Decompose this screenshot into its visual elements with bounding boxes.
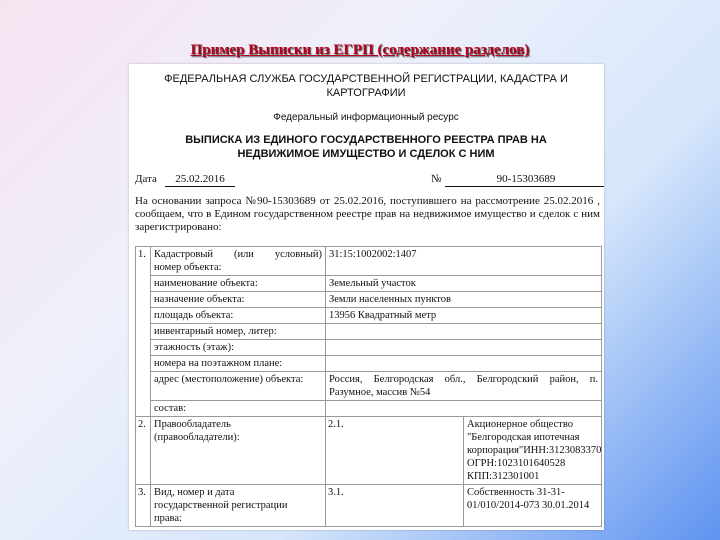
number-label: №: [431, 173, 442, 185]
subsection-number: 3.1.: [326, 485, 464, 527]
table-row: [136, 308, 602, 324]
subsection-number: 2.1.: [326, 417, 464, 485]
number-value: 90-15303689: [445, 173, 604, 187]
field-value: Россия, Белгородская обл., Белгородский район, п. Разумное, массив №54: [326, 372, 602, 401]
field-label: этажность (этаж):: [151, 340, 326, 356]
field-value: [326, 401, 602, 417]
field-label: наименование объекта:: [151, 276, 326, 292]
field-value: Собственность 31-31-01/010/2014-073 30.01.2014: [464, 485, 602, 527]
table-row: [136, 372, 602, 401]
field-value: Земли населенных пунктов: [326, 292, 602, 308]
document-scan: [129, 64, 604, 530]
section-number: 1.: [136, 247, 151, 417]
field-label: инвентарный номер, литер:: [151, 324, 326, 340]
field-label: назначение объекта:: [151, 292, 326, 308]
slide-title: Пример Выписки из ЕГРП (содержание разделов): [190, 42, 530, 58]
table-row: [136, 485, 602, 527]
section-number: 3.: [136, 485, 151, 527]
field-value: 31:15:1002002:1407: [326, 247, 602, 276]
field-value: Земельный участок: [326, 276, 602, 292]
field-value: 13956 Квадратный метр: [326, 308, 602, 324]
table-row: [136, 292, 602, 308]
table-row: [136, 417, 602, 485]
table-row: [136, 401, 602, 417]
date-value: 25.02.2016: [165, 173, 235, 187]
field-label: адрес (местоположение) объекта:: [151, 372, 326, 401]
extract-table: [135, 246, 602, 527]
section-number: 2.: [136, 417, 151, 485]
field-value: [326, 340, 602, 356]
field-label: номера на поэтажном плане:: [151, 356, 326, 372]
field-label: состав:: [151, 401, 326, 417]
field-value: [326, 324, 602, 340]
document-heading: ВЫПИСКА ИЗ ЕДИНОГО ГОСУДАРСТВЕННОГО РЕЕСТРА ПРАВ НА НЕДВИЖИМОЕ ИМУЩЕСТВО И СДЕЛОК С НИМ: [185, 134, 547, 160]
field-label: Кадастровый (или условный) номер объекта:: [151, 247, 326, 276]
field-label: Правообладатель (правообладатели):: [151, 417, 326, 485]
agency-name: ФЕДЕРАЛЬНАЯ СЛУЖБА ГОСУДАРСТВЕННОЙ РЕГИСТРАЦИИ, КАДАСТРА И КАРТОГРАФИИ: [164, 73, 568, 99]
field-value: Акционерное общество "Белгородская ипотечная корпорация" ИНН:3123083370 ОГРН:1023101640528 КПП:312301001: [464, 417, 602, 485]
table-row: [136, 340, 602, 356]
field-label: Вид, номер и дата государственной регистрации права:: [151, 485, 326, 527]
table-row: [136, 276, 602, 292]
table-row: [136, 247, 602, 276]
field-label: площадь объекта:: [151, 308, 326, 324]
date-number-row: [135, 173, 600, 189]
resource-label: Федеральный информационный ресурс: [273, 112, 459, 123]
table-row: [136, 324, 602, 340]
intro-paragraph: На основании запроса №90-15303689 от 25.02.2016, поступившего на рассмотрение 25.02.2016 , сообщаем, что в Едином государственном реестре прав на недвижимое имущество и сделок с ним зарегистрировано:: [135, 195, 600, 233]
table-row: [136, 356, 602, 372]
date-label: Дата: [135, 173, 157, 185]
field-value: [326, 356, 602, 372]
